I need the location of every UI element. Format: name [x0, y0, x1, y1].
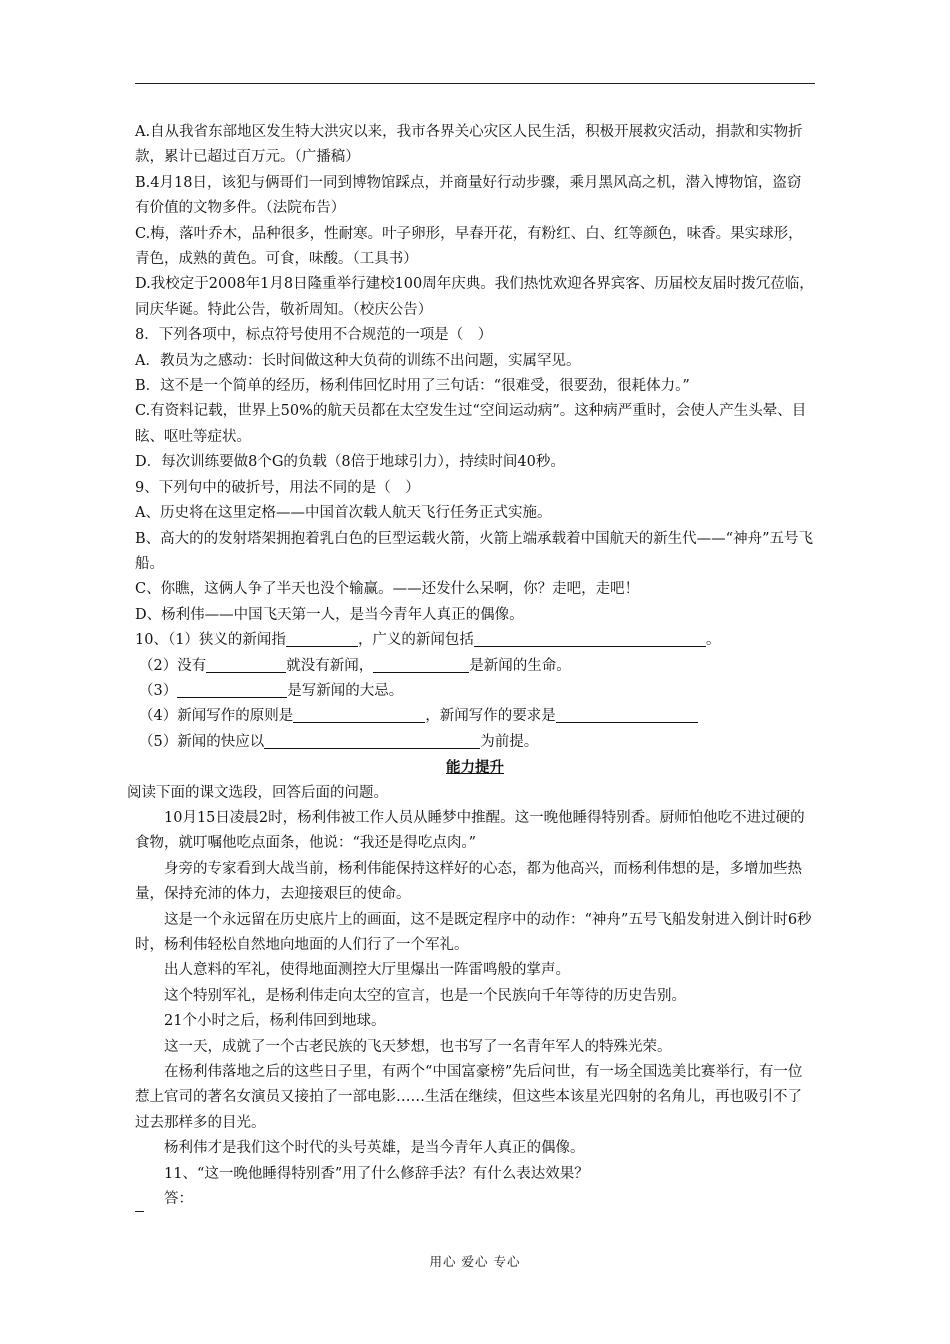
option-a: A.自从我省东部地区发生特大洪灾以来，我市各界关心灾区人民生活，积极开展救灾活动，捐款和实物折款，累计已超过百万元。（广播稿）: [135, 124, 803, 166]
passage-paragraph: 在杨利伟落地之后的这些日子里，有两个“中国富豪榜”先后问世，有一场全国选美比赛举行，有一位惹上官司的著名女演员又接拍了一部电影……生活在继续，但这些本该星光四射的名角儿，再也吸引不了过去那样多的目光。: [135, 1064, 803, 1131]
answer-blank[interactable]: [474, 630, 706, 647]
answer-label: 答：: [164, 1191, 193, 1208]
answer-blank[interactable]: [264, 732, 480, 749]
answer-blank[interactable]: [556, 706, 698, 723]
section-title: 能力提升: [446, 759, 504, 777]
q9-option-d: D、杨利伟——中国飞天第一人，是当今青年人真正的偶像。: [135, 606, 524, 623]
q8-option-b: B．这不是一个简单的经历，杨利伟回忆时用了三句话：“很难受，很要劲，很耗体力。”: [135, 378, 690, 395]
passage-paragraph: 这是一个永远留在历史底片上的画面，这不是既定程序中的动作：“神舟”五号飞船发射进入倒计时6秒时，杨利伟轻松自然地向地面的人们行了一个军礼。: [135, 911, 812, 953]
option-c: C.梅，落叶乔木，品种很多，性耐寒。叶子卵形，早春开花，有粉红、白、红等颜色，味香。果实球形，青色，成熟的黄色。可食，味酸。（工具书）: [135, 225, 803, 268]
answer-blank[interactable]: [206, 656, 286, 673]
passage-paragraph: 出人意料的军礼，使得地面测控大厅里爆出一阵雷鸣般的掌声。: [164, 962, 570, 979]
question-10-line-3: [135, 679, 815, 704]
passage-paragraph: 身旁的专家看到大战当前，杨利伟能保持这样好的心态，都为他高兴，而杨利伟想的是，多增加些热量，保持充沛的体力，去迎接艰巨的使命。: [135, 860, 802, 903]
question-10-line-1: [135, 628, 815, 653]
q8-option-d: D．每次训练要做8个G的负载（8倍于地球引力），持续时间40秒。: [135, 454, 565, 471]
q10-text: ，广义的新闻包括: [357, 632, 474, 649]
reading-intro: 阅读下面的课文选段，回答后面的问题。: [127, 784, 388, 801]
passage-paragraph: 10月15日凌晨2时，杨利伟被工作人员从睡梦中推醒。这一晚他睡得特别香。厨师怕他吃不进过硬的食物，就叮嘱他吃点面条，他说：“我还是得吃点肉。”: [135, 809, 805, 852]
page-content: [127, 120, 815, 1212]
q10-text: （2）没有: [139, 657, 207, 674]
q8-option-c: C.有资料记载，世界上50%的航天员都在太空发生过“空间运动病”。这种病严重时，会使人产生头晕、目眩、呕吐等症状。: [135, 403, 807, 445]
answer-blank[interactable]: [177, 681, 287, 698]
question-9: 9、下列句中的破折号，用法不同的是（ ）: [135, 479, 420, 496]
q10-text: 为前提。: [480, 733, 539, 750]
passage-paragraph: 21个小时之后，杨利伟回到地球。: [164, 1013, 386, 1030]
q10-text: 10、（1）狭义的新闻指: [135, 632, 286, 649]
answer-blank[interactable]: [373, 656, 469, 673]
footnote-separator: [135, 1211, 144, 1212]
q10-text: （4）新闻写作的原则是: [139, 708, 294, 725]
q10-text: 是写新闻的大忌。: [287, 682, 404, 699]
q9-option-a: A、历史将在这里定格——中国首次载人航天飞行任务正式实施。: [135, 505, 552, 522]
question-10-line-2: [135, 654, 815, 679]
passage-paragraph: 这个特别军礼，是杨利伟走向太空的宣言，也是一个民族向千年等待的历史告别。: [164, 987, 686, 1004]
passage-paragraph: 这一天，成就了一个古老民族的飞天梦想，也书写了一名青年军人的特殊光荣。: [164, 1038, 672, 1055]
q10-text: （5）新闻的快应以: [139, 733, 265, 750]
q10-text: 是新闻的生命。: [469, 657, 571, 674]
page-footer: 用心 爱心 专心: [429, 1254, 521, 1269]
answer-blank[interactable]: [286, 630, 358, 647]
answer-blank[interactable]: [293, 706, 425, 723]
q10-text: 就没有新闻，: [286, 657, 374, 674]
question-10-line-4: [135, 704, 815, 729]
option-b: B.4月18日，该犯与俩哥们一同到博物馆踩点，并商量好行动步骤，乘月黑风高之机，潜入博物馆，盗窃有价值的文物多件。（法院布告）: [135, 174, 802, 217]
q10-text: （3）: [139, 682, 178, 699]
question-11: 11、“这一晚他睡得特别香”用了什么修辞手法？有什么表达效果？: [164, 1165, 589, 1182]
option-d: D.我校定于2008年1月8日隆重举行建校100周年庆典。我们热忱欢迎各界宾客、历届校友届时拨冗莅临，同庆华诞。特此公告，敬祈周知。（校庆公告）: [135, 276, 814, 318]
q10-text: 。: [705, 632, 721, 649]
q9-option-b: B、高大的的发射塔架拥抱着乳白色的巨型运载火箭，火箭上端承载着中国航天的新生代——“神舟”五号飞船。: [135, 530, 813, 572]
q8-option-a: A．教员为之感动：长时间做这种大负荷的训练不出问题，实属罕见。: [135, 352, 581, 369]
question-10-line-5: [135, 730, 815, 755]
question-8: 8．下列各项中，标点符号使用不合规范的一项是（ ）: [135, 327, 493, 344]
header-rule: [135, 83, 815, 84]
q10-text: ，新闻写作的要求是: [425, 708, 556, 725]
passage-paragraph: 杨利伟才是我们这个时代的头号英雄，是当今青年人真正的偶像。: [164, 1140, 585, 1157]
q9-option-c: C、你瞧，这俩人争了半天也没个输赢。——还发什么呆啊，你？走吧，走吧！: [135, 581, 640, 598]
